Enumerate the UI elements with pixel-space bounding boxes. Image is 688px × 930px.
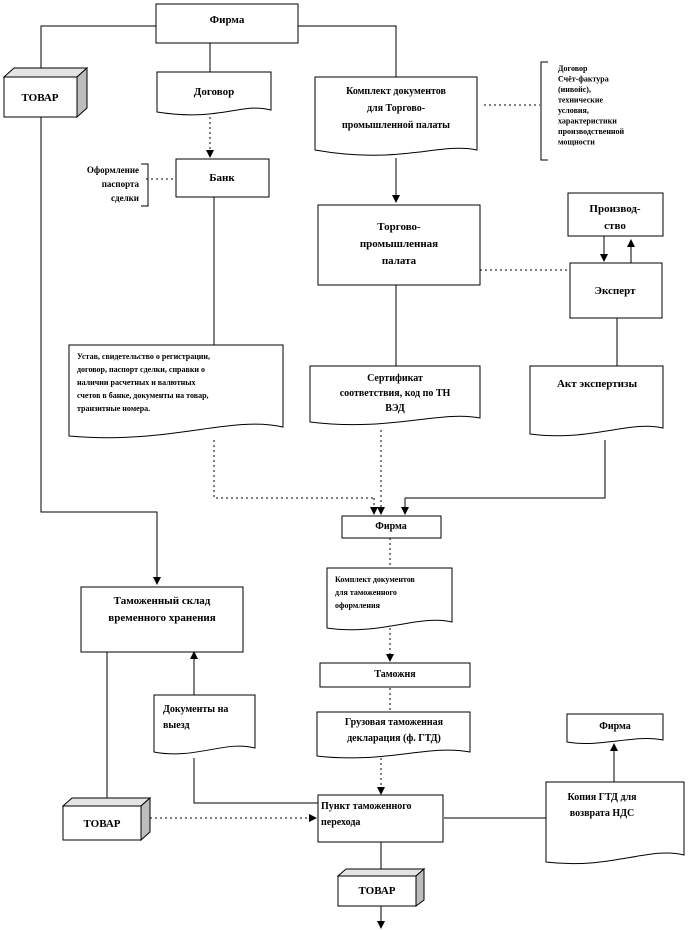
gtd-doc xyxy=(317,712,470,758)
dogovor-list-line: мощности xyxy=(558,137,595,147)
dogovor-line: Договор xyxy=(193,85,235,98)
firm-top-label xyxy=(210,14,245,26)
connector-firm-tovar xyxy=(41,26,156,68)
dogovor-list-line: (инвойс), xyxy=(558,84,591,94)
proizvodstvo-box xyxy=(568,193,663,236)
tpp-box xyxy=(318,205,480,285)
connector-akt-firm xyxy=(405,440,605,498)
dogovor-list-line: Счёт-фактура xyxy=(558,74,609,84)
akt-doc xyxy=(530,366,663,436)
komplekt-tamozh-doc xyxy=(327,568,452,630)
oformlenie-line: сделки xyxy=(111,193,139,204)
dogovor-list-line: технические xyxy=(558,95,604,105)
sertifikat-line: ВЭД xyxy=(385,403,405,415)
firm-mid-box xyxy=(342,516,441,538)
oformlenie-line: паспорта xyxy=(101,179,139,190)
tamozhnya-label xyxy=(374,669,416,680)
dogovor-doc xyxy=(157,72,271,115)
gtd-line: декларация (ф. ГТД) xyxy=(347,733,441,745)
dogovor-list-line: производственной xyxy=(558,126,625,136)
punkt-line: перехода xyxy=(321,817,361,829)
bank-label xyxy=(209,172,235,184)
dokumenty-vyezd-line: выезд xyxy=(163,720,190,732)
firm-top-box xyxy=(156,4,298,43)
komplekt-tpp-line: промышленной палаты xyxy=(342,120,450,132)
dogovor-list-line: Договор xyxy=(558,63,588,73)
bank-line: Банк xyxy=(209,171,235,184)
punkt-line: Пункт таможенного xyxy=(321,801,412,813)
sertifikat-line: Сертификат xyxy=(367,373,423,385)
komplekt-tpp-line: для Торгово- xyxy=(366,103,426,115)
tovar-2-line: ТОВАР xyxy=(83,817,121,830)
dokumenty-vyezd-line: Документы на xyxy=(163,704,229,716)
kopia-gtd-line: возврата НДС xyxy=(569,808,635,820)
tovar-box-1 xyxy=(4,68,87,117)
ustav-line: транзитные номера. xyxy=(77,403,151,413)
dogovor-list-label xyxy=(558,64,625,147)
dogovor-list-line: характеристики xyxy=(558,116,617,126)
ustav-doc xyxy=(69,345,283,438)
sertifikat-doc xyxy=(310,366,480,425)
proizvodstvo-line: Производ- xyxy=(589,202,641,215)
kopia-gtd-doc xyxy=(546,782,684,864)
connectors xyxy=(41,26,631,928)
ustav-line: договор, паспорт сделки, справки о xyxy=(77,364,206,374)
firm-top-line: Фирма xyxy=(209,13,245,26)
firm-right-doc xyxy=(567,714,663,744)
tovar-box-2 xyxy=(63,798,150,840)
punkt-box xyxy=(318,795,443,842)
sklad-line: Таможенный склад xyxy=(113,594,211,607)
firm-right-label xyxy=(599,721,631,732)
sklad-line: временного хранения xyxy=(108,611,216,624)
dokumenty-vyezd-doc xyxy=(154,695,255,754)
firm-right-line: Фирма xyxy=(599,721,631,733)
sertifikat-line: соответствия, код по ТН xyxy=(339,388,451,400)
tpp-line: палата xyxy=(381,254,417,267)
tamozhnya-line: Таможня xyxy=(374,669,416,681)
ekspert-box xyxy=(570,263,662,318)
tovar-1-line: ТОВАР xyxy=(21,91,59,104)
connector-ustav-firm xyxy=(214,440,374,498)
dogovor-label xyxy=(194,86,235,98)
komplekt-tpp-line: Комплект документов xyxy=(346,86,446,98)
tpp-line: промышленная xyxy=(359,237,439,250)
kopia-gtd-line: Копия ГТД для xyxy=(567,792,637,804)
oformlenie-annotation xyxy=(87,164,148,206)
akt-line: Акт экспертизы xyxy=(556,377,638,390)
tovar-3-label xyxy=(358,885,395,897)
sklad-box xyxy=(81,587,243,652)
tovar-2-label xyxy=(83,818,120,830)
dogovor-list-line: условия, xyxy=(558,105,589,115)
firm-mid-label xyxy=(375,521,407,532)
komplekt-tpp-doc xyxy=(315,77,477,155)
ustav-line: счетов в банке, документы на товар, xyxy=(77,390,209,400)
connector-punkt-dokumenty xyxy=(194,758,318,803)
tamozhnya-box xyxy=(320,663,470,687)
oformlenie-line: Оформление xyxy=(86,165,139,176)
ustav-line: Устав, свидетельство о регистрации, xyxy=(77,351,211,361)
ustav-line: наличии расчетных и валютных xyxy=(77,377,196,387)
akt-label xyxy=(557,378,637,390)
gtd-line: Грузовая таможенная xyxy=(344,717,444,729)
bank-box xyxy=(176,159,269,197)
tpp-line: Торгово- xyxy=(377,220,421,233)
oformlenie-label xyxy=(87,165,140,203)
proizvodstvo-line: ство xyxy=(604,219,626,232)
dogovor-list-annotation xyxy=(541,62,625,160)
komplekt-tamozh-line: Комплект документов xyxy=(335,574,415,584)
komplekt-tamozh-line: оформления xyxy=(335,600,380,610)
komplekt-tamozh-line: для таможенного xyxy=(335,587,397,597)
firm-mid-line: Фирма xyxy=(375,521,407,533)
tovar-box-3 xyxy=(338,869,424,906)
tovar-1-label xyxy=(21,92,58,104)
tovar-3-line: ТОВАР xyxy=(358,884,396,897)
connector-firm-komplekt xyxy=(298,26,396,77)
ekspert-label xyxy=(594,285,636,297)
ekspert-line: Эксперт xyxy=(594,284,636,297)
